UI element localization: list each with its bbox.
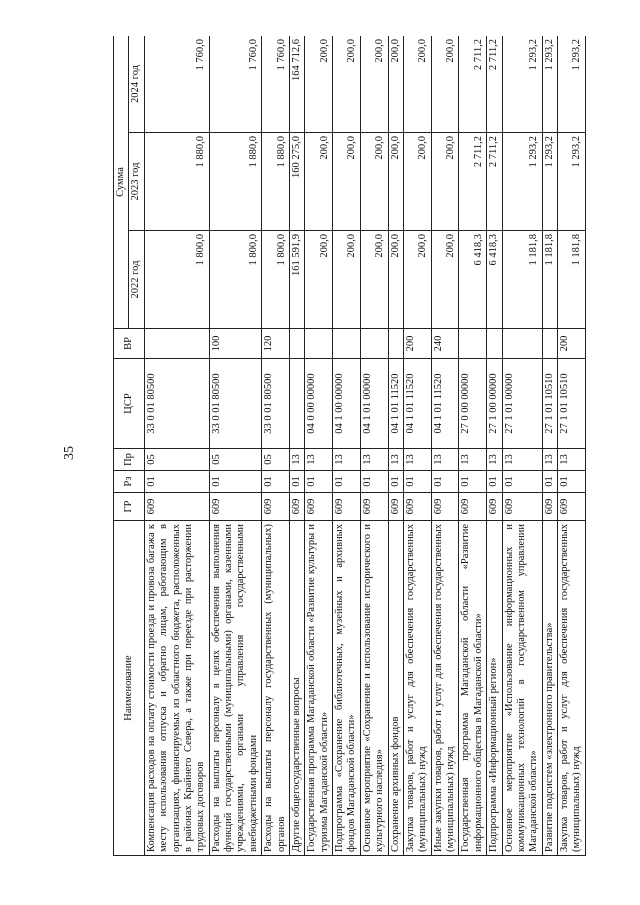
cell-vr: 120 [262, 329, 290, 359]
cell-rz: 01 [459, 471, 487, 493]
cell-vr: 240 [431, 329, 459, 359]
header-2023: 2023 год [129, 133, 144, 231]
cell-vr: 100 [209, 329, 262, 359]
cell-vr [289, 329, 304, 359]
cell-vr: 200 [403, 329, 431, 359]
cell-2023: 2 711,2 [459, 133, 487, 231]
cell-pr: 05 [262, 449, 290, 471]
cell-2022: 1 181,8 [502, 231, 542, 329]
cell-2024: 1 293,2 [502, 36, 542, 133]
cell-2022: 161 591,9 [289, 231, 304, 329]
table-row [289, 36, 304, 856]
cell-name: Закупка товаров, работ и услуг для обеспечения государственных (муниципальных) нужд [403, 521, 431, 856]
cell-csr: 27 0 00 00000 [459, 359, 487, 449]
cell-csr: 27 1 01 00000 [502, 359, 542, 449]
cell-pr: 13 [459, 449, 487, 471]
rotated-page [113, 36, 603, 856]
cell-rz: 01 [305, 471, 333, 493]
cell-2022: 200,0 [305, 231, 333, 329]
cell-name: Сохранение архивных фондов [388, 521, 403, 856]
cell-pr: 13 [558, 449, 586, 471]
document-area [113, 36, 603, 856]
table-row [262, 36, 290, 856]
cell-csr: 33 0 01 80500 [262, 359, 290, 449]
header-row [114, 36, 129, 856]
cell-2023: 200,0 [431, 133, 459, 231]
table-row [305, 36, 333, 856]
cell-name: Развитие подсистем «электронного правительства» [542, 521, 557, 856]
header-sum: Сумма [114, 36, 129, 329]
cell-2024: 164 712,6 [289, 36, 304, 133]
table-row [360, 36, 388, 856]
cell-vr [144, 329, 209, 359]
header-gr: ГР [114, 493, 145, 521]
cell-gr: 609 [209, 493, 262, 521]
cell-2023: 1 293,2 [502, 133, 542, 231]
cell-pr: 13 [388, 449, 403, 471]
table-row [558, 36, 586, 856]
cell-2022: 1 800,0 [144, 231, 209, 329]
cell-2024: 200,0 [360, 36, 388, 133]
table-row [403, 36, 431, 856]
cell-vr: 200 [558, 329, 586, 359]
cell-gr: 609 [431, 493, 459, 521]
header-name: Наименование [114, 521, 145, 856]
cell-2024: 1 293,2 [542, 36, 557, 133]
cell-csr: 33 0 01 80500 [209, 359, 262, 449]
cell-rz: 01 [209, 471, 262, 493]
cell-pr: 13 [542, 449, 557, 471]
cell-2024: 1 760,0 [262, 36, 290, 133]
cell-2023: 200,0 [360, 133, 388, 231]
cell-pr: 13 [502, 449, 542, 471]
cell-name: Государственная программа Магаданской области «Развитие информационного общества в Магаданской области» [459, 521, 487, 856]
cell-vr [333, 329, 361, 359]
cell-rz: 01 [431, 471, 459, 493]
cell-vr [487, 329, 502, 359]
header-vr: ВР [114, 329, 145, 359]
cell-pr: 05 [144, 449, 209, 471]
cell-rz: 01 [542, 471, 557, 493]
cell-2024: 1 293,2 [558, 36, 586, 133]
cell-vr [502, 329, 542, 359]
cell-gr: 609 [487, 493, 502, 521]
cell-name: Подпрограмма «Сохранение библиотечных, музейных и архивных фондов Магаданской области» [333, 521, 361, 856]
cell-csr: 27 1 00 00000 [487, 359, 502, 449]
header-csr: ЦСР [114, 359, 145, 449]
cell-2022: 200,0 [431, 231, 459, 329]
cell-pr: 13 [487, 449, 502, 471]
cell-rz: 01 [487, 471, 502, 493]
table-row [502, 36, 542, 856]
budget-table [113, 36, 586, 856]
cell-rz: 01 [262, 471, 290, 493]
cell-rz: 01 [388, 471, 403, 493]
cell-2022: 1 181,8 [558, 231, 586, 329]
cell-2024: 200,0 [388, 36, 403, 133]
cell-name: Расходы на выплаты персоналу государственных (муниципальных) органов [262, 521, 290, 856]
cell-gr: 609 [502, 493, 542, 521]
cell-gr: 609 [289, 493, 304, 521]
cell-2023: 1 293,2 [542, 133, 557, 231]
cell-2022: 1 800,0 [209, 231, 262, 329]
cell-gr: 609 [305, 493, 333, 521]
cell-name: Государственная программа Магаданской области «Развитие культуры и туризма Магаданской области» [305, 521, 333, 856]
cell-csr: 04 0 00 00000 [305, 359, 333, 449]
cell-2024: 2 711,2 [487, 36, 502, 133]
cell-vr [388, 329, 403, 359]
cell-vr [360, 329, 388, 359]
cell-2024: 200,0 [305, 36, 333, 133]
cell-2023: 200,0 [333, 133, 361, 231]
table-row [144, 36, 209, 856]
cell-rz: 01 [403, 471, 431, 493]
cell-2024: 1 760,0 [144, 36, 209, 133]
header-rz: Рз [114, 471, 145, 493]
cell-pr: 05 [209, 449, 262, 471]
cell-pr: 13 [431, 449, 459, 471]
cell-name: Основное мероприятие «Сохранение и использование исторического и культурного наследия» [360, 521, 388, 856]
cell-name: Подпрограмма «Информационный регион» [487, 521, 502, 856]
cell-rz: 01 [502, 471, 542, 493]
cell-name: Расходы на выплаты персоналу в целях обеспечения выполнения функций государственными (муниципальными) органами, казенными учреждениями, органами управления государственными внебюджетными фондами [209, 521, 262, 856]
table-row [487, 36, 502, 856]
cell-pr: 13 [333, 449, 361, 471]
cell-name: Другие общегосударственные вопросы [289, 521, 304, 856]
cell-csr: 04 1 01 11520 [431, 359, 459, 449]
table-row [209, 36, 262, 856]
cell-rz: 01 [144, 471, 209, 493]
cell-name: Компенсация расходов на оплату стоимости проезда и провоза багажа к месту использования отпуска и обратно лицам, работающим в организациях, финансируемых из областного бюджета, расположенных в районах Крайнего Севера, а также при переезде при расторжении трудовых договоров [144, 521, 209, 856]
cell-vr [542, 329, 557, 359]
cell-2023: 200,0 [388, 133, 403, 231]
cell-name: Иные закупки товаров, работ и услуг для обеспечения государственных (муниципальных) нужд [431, 521, 459, 856]
cell-2024: 1 760,0 [209, 36, 262, 133]
cell-gr: 609 [360, 493, 388, 521]
cell-rz: 01 [558, 471, 586, 493]
cell-name: Закупка товаров, работ и услуг для обеспечения государственных (муниципальных) нужд [558, 521, 586, 856]
cell-csr: 27 1 01 10510 [542, 359, 557, 449]
cell-2023: 200,0 [403, 133, 431, 231]
cell-2022: 200,0 [388, 231, 403, 329]
cell-2022: 200,0 [360, 231, 388, 329]
cell-2022: 200,0 [333, 231, 361, 329]
page-number-text: 35 [62, 445, 77, 460]
cell-2024: 200,0 [403, 36, 431, 133]
table-row [333, 36, 361, 856]
table-row [431, 36, 459, 856]
cell-gr: 609 [144, 493, 209, 521]
cell-vr [305, 329, 333, 359]
cell-pr: 13 [305, 449, 333, 471]
cell-gr: 609 [388, 493, 403, 521]
cell-2023: 2 711,2 [487, 133, 502, 231]
cell-gr: 609 [403, 493, 431, 521]
cell-pr: 13 [403, 449, 431, 471]
cell-2022: 6 418,3 [459, 231, 487, 329]
cell-2023: 1 880,0 [262, 133, 290, 231]
cell-2023: 1 880,0 [209, 133, 262, 231]
cell-rz: 01 [289, 471, 304, 493]
cell-csr: 33 0 01 80500 [144, 359, 209, 449]
cell-csr: 04 1 00 00000 [333, 359, 361, 449]
cell-pr: 13 [289, 449, 304, 471]
cell-rz: 01 [333, 471, 361, 493]
cell-gr: 609 [558, 493, 586, 521]
cell-2024: 200,0 [333, 36, 361, 133]
header-pr: Пр [114, 449, 145, 471]
page-number [60, 10, 80, 895]
cell-gr: 609 [459, 493, 487, 521]
cell-2023: 1 293,2 [558, 133, 586, 231]
table-body [144, 36, 585, 856]
cell-2022: 200,0 [403, 231, 431, 329]
cell-pr: 13 [360, 449, 388, 471]
cell-2024: 2 711,2 [459, 36, 487, 133]
cell-2023: 1 880,0 [144, 133, 209, 231]
cell-rz: 01 [360, 471, 388, 493]
table-row [542, 36, 557, 856]
cell-csr: 27 1 01 10510 [558, 359, 586, 449]
cell-2024: 200,0 [431, 36, 459, 133]
cell-csr: 04 1 01 11520 [403, 359, 431, 449]
cell-csr: 04 1 01 00000 [360, 359, 388, 449]
cell-name: Основное мероприятие «Использование информационных и коммуникационных технологий в государственном управлении Магаданской области» [502, 521, 542, 856]
cell-gr: 609 [542, 493, 557, 521]
cell-2022: 6 418,3 [487, 231, 502, 329]
table-row [388, 36, 403, 856]
cell-2023: 160 275,0 [289, 133, 304, 231]
cell-gr: 609 [333, 493, 361, 521]
cell-2022: 1 800,0 [262, 231, 290, 329]
cell-vr [459, 329, 487, 359]
table-row [459, 36, 487, 856]
cell-csr [289, 359, 304, 449]
cell-2023: 200,0 [305, 133, 333, 231]
cell-2022: 1 181,8 [542, 231, 557, 329]
header-2022: 2022 год [129, 231, 144, 329]
cell-csr: 04 1 01 11520 [388, 359, 403, 449]
header-2024: 2024 год [129, 36, 144, 133]
cell-gr: 609 [262, 493, 290, 521]
